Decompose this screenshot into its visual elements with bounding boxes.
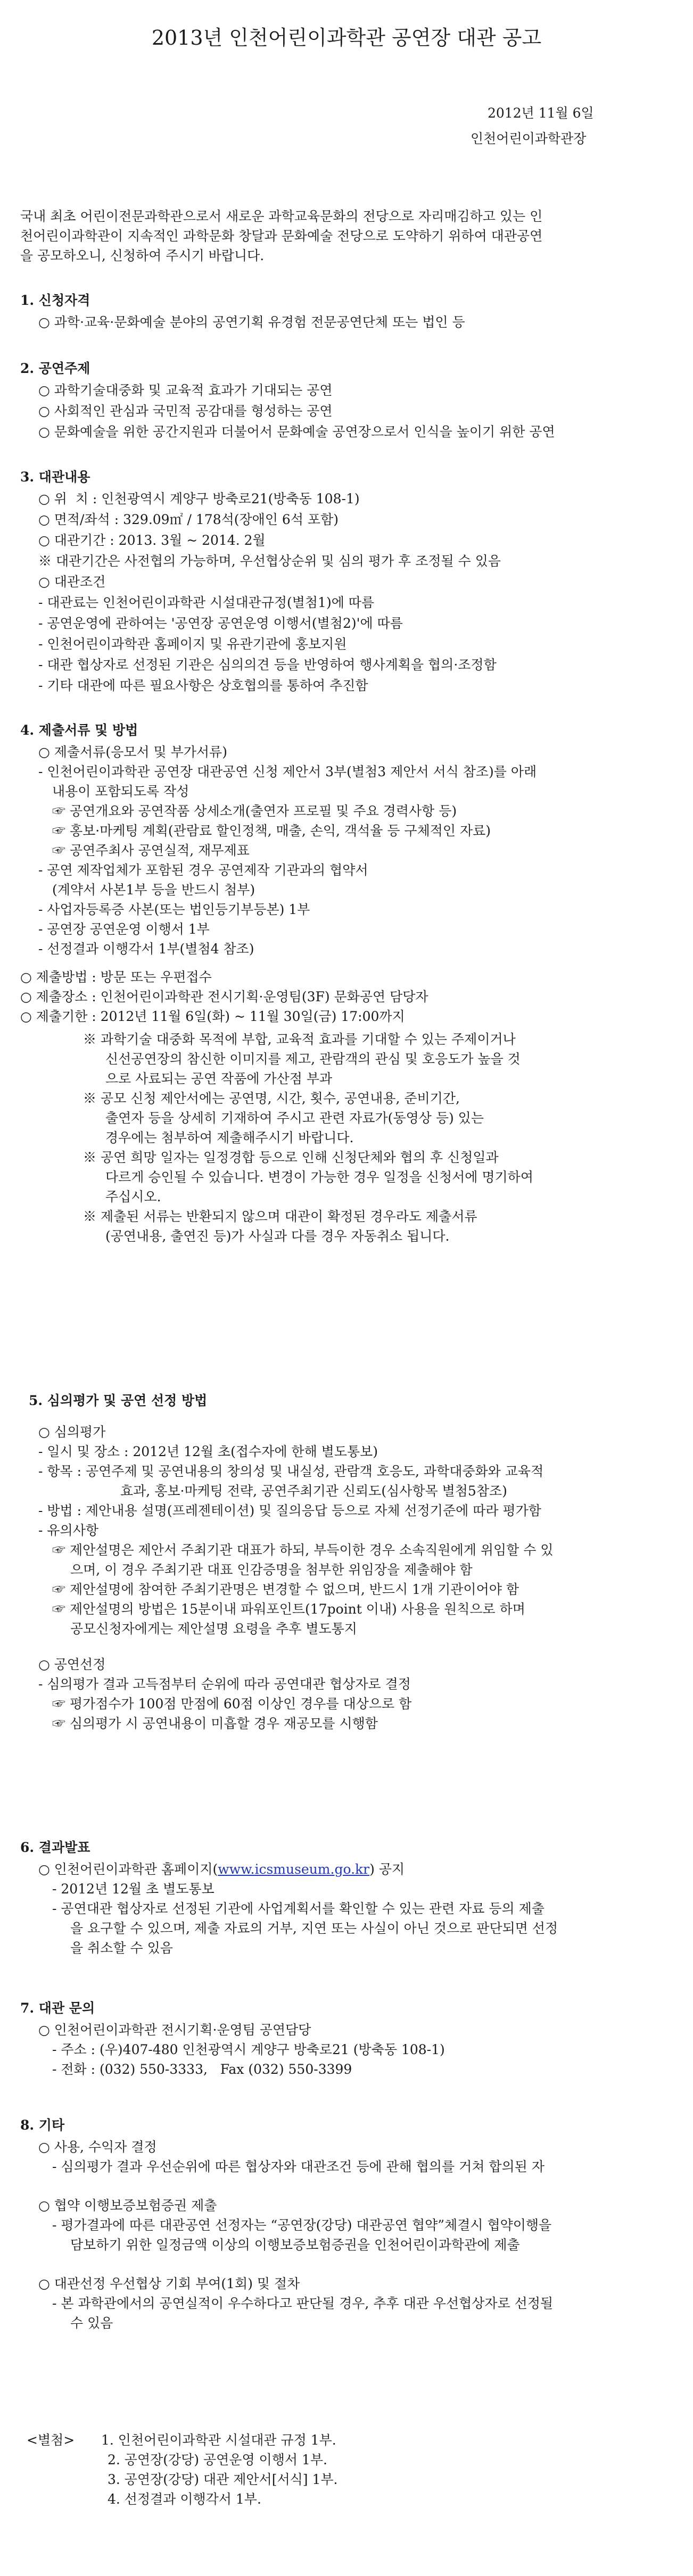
list-item: ○ 제출기한 : 2012년 11월 6일(화) ~ 11월 30일(금) 17:00까지: [20, 1009, 405, 1024]
section-heading: 5. 심의평가 및 공연 선정 방법: [29, 1393, 208, 1408]
pointer-item: ☞ 공연주최사 공연실적, 재무제표: [52, 843, 250, 858]
section-rental-details: [20, 468, 675, 694]
sub-item-continued: 을 취소할 수 있음: [70, 1940, 173, 1956]
sub-item: - 선정결과 이행각서 1부(별첨4 참조): [38, 941, 254, 957]
section-heading: 7. 대관 문의: [20, 2000, 95, 2016]
list-item: ○ 대관선정 우선협상 기회 부여(1회) 및 절차: [38, 2276, 300, 2291]
section-eligibility: [20, 292, 675, 331]
homepage-link[interactable]: www.icsmuseum.go.kr: [218, 1862, 370, 1877]
section-heading: 4. 제출서류 및 방법: [20, 722, 138, 738]
sub-item: - 대관 협상자로 선정된 기관은 심의의견 등을 반영하여 행사계획을 협의·조정함: [38, 657, 497, 672]
list-item: ○ 제출장소 : 인천어린이과학관 전시기획·운영팀(3F) 문화공연 담당자: [20, 989, 428, 1004]
note-item: ※ 과학기술 대중화 목적에 부합, 교육적 효과를 기대할 수 있는 주제이거나: [83, 1032, 516, 1047]
document-title: 2013년 인천어린이과학관 공연장 대관 공고: [151, 26, 542, 49]
sub-item: - 일시 및 장소 : 2012년 12월 초(접수자에 한해 별도통보): [38, 1444, 378, 1459]
pointer-item: ☞ 제안설명은 제안서 주최기관 대표가 하되, 부득이한 경우 소속직원에게 위임할 수 있: [52, 1542, 554, 1558]
appendix-label: <별첨>: [27, 2432, 75, 2448]
list-item: ○ 인천어린이과학관 전시기획·운영팀 공연담당: [38, 2022, 311, 2038]
section-results: [20, 1839, 675, 1957]
sub-item: - 유의사항: [38, 1523, 98, 1538]
section-heading: 3. 대관내용: [20, 469, 90, 485]
intro-line: 국내 최초 어린이전문과학관으로서 새로운 과학교육문화의 전당으로 자리매김하고 있는 인: [20, 209, 543, 224]
pointer-item: ☞ 심의평가 시 공연내용이 미흡할 경우 재공모를 시행함: [52, 1716, 378, 1731]
sub-item-continued: 효과, 홍보·마케팅 전략, 공연주최기관 신뢰도(심사항목 별첨5참조): [120, 1483, 507, 1499]
list-item: ○ 협약 이행보증보험증권 제출: [38, 2198, 217, 2213]
intro-line: 을 공모하오니, 신청하여 주시기 바랍니다.: [20, 248, 265, 263]
sub-item: - 대관료는 인천어린이과학관 시설대관규정(별첨1)에 따름: [38, 595, 375, 610]
list-item: ○ 공연선정: [38, 1657, 106, 1672]
sub-item: - 공연장 공연운영 이행서 1부: [38, 921, 210, 937]
sub-item: - 2012년 12월 초 별도통보: [52, 1881, 214, 1897]
note-item: ※ 대관기간은 사전협의 가능하며, 우선협상순위 및 심의 평가 후 조정될 수 있음: [38, 553, 501, 569]
pointer-item: ☞ 평가점수가 100점 만점에 60점 이상인 경우를 대상으로 함: [52, 1696, 412, 1711]
list-item: ○ 위 치 : 인천광역시 계양구 방축로21(방축동 108-1): [38, 491, 360, 506]
sub-item: - 심의평가 결과 우선순위에 따른 협상자와 대관조건 등에 관해 협의를 거쳐 합의된 자: [52, 2159, 544, 2174]
appendix-item: 4. 선정결과 이행각서 1부.: [108, 2491, 261, 2507]
list-item: ○ 대관기간 : 2013. 3월 ~ 2014. 2월: [38, 533, 266, 548]
sub-item-continued: 을 요구할 수 있으며, 제출 자료의 거부, 지연 또는 사실이 아닌 것으로 판단되면 선정: [70, 1921, 558, 1936]
sub-item: - 공연대관 협상자로 선정된 기관에 사업계획서를 확인할 수 있는 관련 자료 등의 제출: [52, 1901, 544, 1916]
section-evaluation: [20, 1392, 675, 1732]
sub-item: - 인천어린이과학관 공연장 대관공연 신청 제안서 3부(별첨3 제안서 서식 참조)를 아래: [38, 764, 537, 779]
appendix-list: [27, 2431, 681, 2508]
pointer-item: ☞ 홍보·마케팅 계획(관람료 할인정책, 매출, 손익, 객석율 등 구체적인 자료): [52, 823, 491, 838]
note-continued: 주십시오.: [105, 1189, 161, 1204]
note-continued: 으로 사료되는 공연 작품에 가산점 부과: [105, 1071, 333, 1086]
list-item: ○ 면적/좌석 : 329.09㎡ / 178석(장애인 6석 포함): [38, 512, 339, 527]
appendix-row: [27, 2431, 681, 2508]
section-theme: [20, 360, 675, 441]
pointer-continued: 으며, 이 경우 주최기관 대표 인감증명을 첨부한 위임장을 제출해야 함: [70, 1562, 473, 1577]
phone-line: - 전화 : (032) 550-3333, Fax (032) 550-3399: [52, 2062, 352, 2077]
pointer-continued: 공모신청자에게는 제안설명 요령을 추후 별도통지: [70, 1621, 357, 1636]
homepage-text-suffix: ) 공지: [369, 1862, 405, 1877]
list-item: ○ 심의평가: [38, 1424, 106, 1440]
sub-item: - 인천어린이과학관 홈페이지 및 유관기관에 홍보지원: [38, 636, 347, 652]
section-heading: 6. 결과발표: [20, 1840, 90, 1855]
appendix-items: [101, 2431, 337, 2508]
list-item: ○ 사회적인 관심과 국민적 공감대를 형성하는 공연: [38, 403, 333, 419]
sub-item: - 사업자등록증 사본(또는 법인등기부등본) 1부: [38, 902, 310, 917]
appendix-item: 1. 인천어린이과학관 시설대관 규정 1부.: [101, 2432, 336, 2448]
section-heading: 1. 신청자격: [20, 293, 90, 308]
section-inquiry: [20, 1999, 675, 2078]
section-submission: [20, 721, 675, 1245]
note-continued: 출연자 등을 상세히 기재하여 주시고 관련 자료가(동영상 등) 있는: [105, 1110, 484, 1126]
pointer-item: ☞ 제안설명에 참여한 주최기관명은 변경할 수 없으며, 반드시 1개 기관이어야 함: [52, 1582, 519, 1597]
note-item: ※ 공모 신청 제안서에는 공연명, 시간, 횟수, 공연내용, 준비기간,: [83, 1091, 460, 1106]
address-line: - 주소 : (우)407-480 인천광역시 계양구 방축로21 (방축동 108-1): [52, 2042, 445, 2057]
sub-item-continued: 내용이 포함되도록 작성: [52, 784, 189, 799]
intro-paragraph: [20, 207, 675, 267]
sub-item: - 기타 대관에 따른 필요사항은 상호협의를 통하여 추진함: [38, 678, 368, 693]
note-continued: 다르게 승인될 수 있습니다. 변경이 가능한 경우 일정을 신청서에 명기하여: [105, 1169, 533, 1185]
sub-item-continued: 담보하기 위한 일정금액 이상의 이행보증보험증권을 인천어린이과학관에 제출: [70, 2237, 520, 2253]
note-item: ※ 제출된 서류는 반환되지 않으며 대관이 확정된 경우라도 제출서류: [83, 1209, 477, 1224]
list-item: ○ 문화예술을 위한 공간지원과 더불어서 문화예술 공연장으로서 인식을 높이기 위한 공연: [38, 424, 555, 439]
appendix-item: 3. 공연장(강당) 대관 제안서[서식] 1부.: [108, 2472, 338, 2487]
intro-line: 천어린이과학관이 지속적인 과학문화 창달과 문화예술 전당으로 도약하기 위하여 대관공연: [20, 228, 543, 244]
list-item: ○ 과학·교육·문화예술 분야의 공연기획 유경험 전문공연단체 또는 법인 등: [38, 314, 465, 330]
sub-item-continued: (계약서 사본1부 등을 반드시 첨부): [52, 882, 255, 898]
section-heading: 8. 기타: [20, 2117, 65, 2133]
note-continued: 신선공연장의 참신한 이미지를 제고, 관람객의 관심 및 호응도가 높을 것: [105, 1051, 521, 1067]
issuing-organization: 인천어린이과학관장: [471, 131, 587, 146]
sub-item: - 방법 : 제안내용 설명(프레젠테이션) 및 질의응답 등으로 자체 선정기준에 따라 평가함: [38, 1503, 541, 1518]
announcement-date: 2012년 11월 6일: [488, 105, 594, 121]
list-item: ○ 사용, 수익자 결정: [38, 2139, 157, 2155]
pointer-item: ☞ 공연개요와 공연작품 상세소개(출연자 프로필 및 주요 경력사항 등): [52, 803, 457, 819]
sub-item: - 항목 : 공연주제 및 공연내용의 창의성 및 내실성, 관람객 호응도, 과학대중화와 교육적: [38, 1464, 544, 1479]
list-item: [38, 1860, 675, 1878]
sub-item: - 심의평가 결과 고득점부터 순위에 따라 공연대관 협상자로 결정: [38, 1676, 411, 1692]
list-item: ○ 대관조건: [38, 574, 106, 589]
pointer-item: ☞ 제안설명의 방법은 15분이내 파워포인트(17point 이내) 사용을 원칙으로 하며: [52, 1601, 525, 1617]
note-continued: 경우에는 첨부하여 제출해주시기 바랍니다.: [105, 1130, 354, 1145]
sub-item: - 공연 제작업체가 포함된 경우 공연제작 기관과의 협약서: [38, 862, 368, 878]
list-item: ○ 과학기술대중화 및 교육적 효과가 기대되는 공연: [38, 383, 333, 398]
list-item: ○ 제출방법 : 방문 또는 우편접수: [20, 969, 212, 985]
homepage-text: ○ 인천어린이과학관 홈페이지(: [38, 1862, 218, 1877]
list-item: ○ 제출서류(응모서 및 부가서류): [38, 744, 227, 760]
note-item: ※ 공연 희망 일자는 일정경합 등으로 인해 신청단체와 협의 후 신청일과: [83, 1150, 499, 1165]
sub-item: - 공연운영에 관하여는 '공연장 공연운영 이행서(별첨2)'에 따름: [38, 616, 403, 631]
section-other: [20, 2116, 675, 2332]
sub-item: - 본 과학관에서의 공연실적이 우수하다고 판단될 경우, 추후 대관 우선협상자로 선정될: [52, 2296, 554, 2311]
note-continued: (공연내용, 출연진 등)가 사실과 다를 경우 자동취소 됩니다.: [105, 1228, 450, 1244]
appendix-item: 2. 공연장(강당) 공연운영 이행서 1부.: [108, 2452, 327, 2467]
sub-item: - 평가결과에 따른 대관공연 선정자는 “공연장(강당) 대관공연 협약”체결시 협약이행을: [52, 2217, 552, 2233]
sub-item-continued: 수 있음: [70, 2315, 113, 2331]
section-heading: 2. 공연주제: [20, 361, 90, 376]
